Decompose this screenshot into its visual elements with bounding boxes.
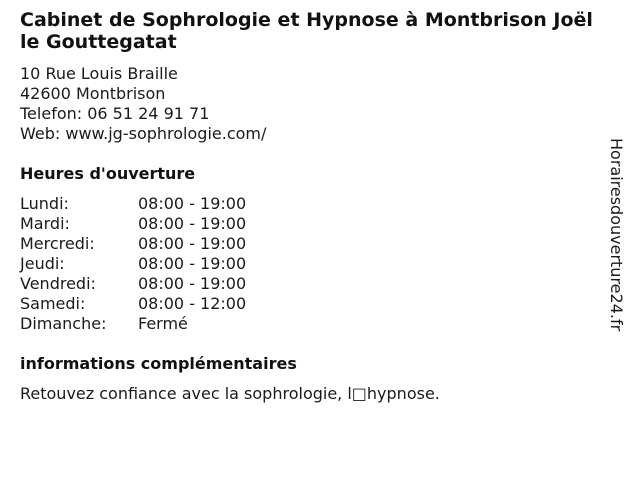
site-watermark: Horairesdouverture24.fr — [607, 138, 626, 332]
additional-info-text: Retouvez confiance avec la sophrologie, l□hypnose. — [20, 384, 440, 403]
day-label: Mardi: — [20, 214, 70, 233]
day-label: Samedi: — [20, 294, 86, 313]
opening-hours-heading: Heures d'ouverture — [20, 164, 196, 183]
day-hours: 08:00 - 19:00 — [138, 234, 247, 253]
day-label: Vendredi: — [20, 274, 96, 293]
phone-number: Telefon: 06 51 24 91 71 — [20, 104, 210, 123]
day-hours: 08:00 - 19:00 — [138, 194, 247, 213]
address-city: 42600 Montbrison — [20, 84, 166, 103]
address-street: 10 Rue Louis Braille — [20, 64, 178, 83]
day-hours: 08:00 - 12:00 — [138, 294, 247, 313]
day-hours: 08:00 - 19:00 — [138, 214, 247, 233]
day-hours: Fermé — [138, 314, 188, 333]
day-label: Dimanche: — [20, 314, 107, 333]
day-label: Mercredi: — [20, 234, 95, 253]
business-name: Cabinet de Sophrologie et Hypnose à Montbrison Joëlle Gouttegatat — [20, 9, 593, 53]
website: Web: www.jg-sophrologie.com/ — [20, 124, 267, 143]
day-label: Jeudi: — [20, 254, 65, 273]
day-hours: 08:00 - 19:00 — [138, 274, 247, 293]
additional-info-heading: informations complémentaires — [20, 354, 297, 373]
day-hours: 08:00 - 19:00 — [138, 254, 247, 273]
day-label: Lundi: — [20, 194, 69, 213]
